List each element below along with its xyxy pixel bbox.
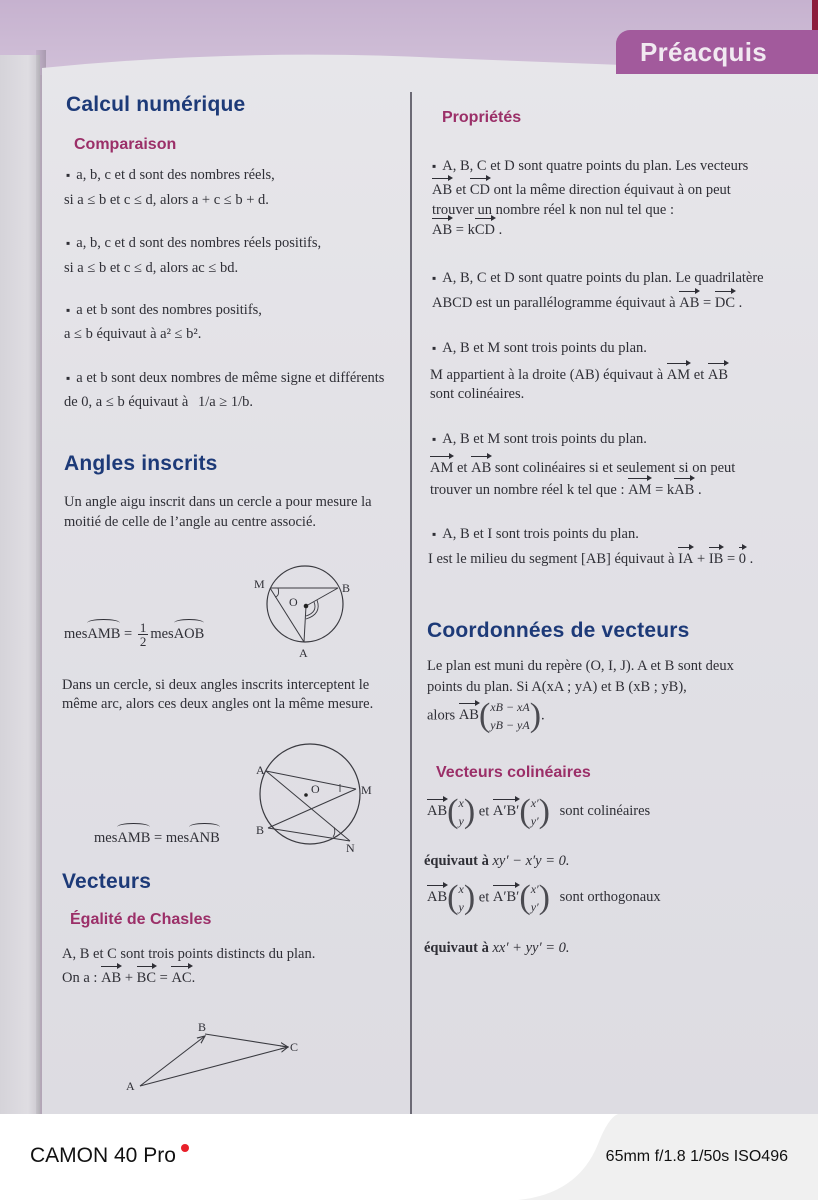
label-A: A [299,646,308,660]
label-A: A [256,763,265,777]
vector-ab: AB [459,701,479,727]
coordinate-column [479,698,541,734]
vector-cd: CD [470,176,490,202]
label-B: B [256,823,265,837]
equals: = [156,970,172,986]
vector-am: AM [667,361,690,387]
vector-bc: BC [137,964,156,990]
coordonnees-formula [427,698,545,734]
x-prime: x′ [530,796,539,810]
equals: = [150,830,166,846]
propriete-5-line1: ▪ A, B et I sont trois points du plan. [432,522,639,546]
vector-am: AM [628,476,651,502]
equals: = [120,625,136,642]
orthogonaux-condition [424,936,570,960]
coordonnees-line2: points du plan. Si A(xA ; yA) et B (xB ; yB), [427,679,687,695]
y: y [458,814,464,828]
text: sont orthogonaux [559,889,661,906]
vector-ac: AC [171,964,191,990]
chasles-diagram [120,1016,310,1096]
denominator: 2 [139,634,147,649]
vector-ab: AB [432,216,452,242]
et: et [453,460,472,476]
formula-inscribed-angle [64,621,204,648]
paren-left: ( [478,697,491,734]
x-prime: x′ [530,882,539,896]
x: x [458,882,464,896]
text: sont colinéaires si et seulement si on peut [491,460,736,476]
coord-column [519,880,550,916]
y-prime: y′ [530,814,539,828]
coord-column [519,794,550,830]
inscribed-angle-diagram [252,560,362,660]
angle-anb: ANB [189,826,220,850]
vector-a-prime-b-prime: A′B′ [493,883,520,909]
item-4-formula: 1/a ≥ 1/b. [197,394,254,410]
plus: + [121,970,137,986]
label-A: A [126,1079,135,1093]
vector-am: AM [430,454,453,480]
label-B: B [342,581,351,595]
comparaison-item-3-line1: ▪ a et b sont des nombres positifs, [66,298,262,322]
fraction-one-half [138,621,149,648]
vector-ab: AB [708,361,728,387]
vector-ab: AB [679,289,699,315]
text: ABCD est un parallélogramme équivaut à [432,295,680,311]
label-B: B [198,1020,207,1034]
comparaison-item-2-line1: ▪ a, b, c et d sont des nombres réels positifs, [66,231,321,255]
angles-para1-line1: Un angle aigu inscrit dans un cercle a pour mesure la [64,494,372,510]
equivaut-label: équivaut à [424,940,493,956]
vector-cd: CD [475,216,495,242]
determinant-condition: xy′ − x′y = 0. [492,853,570,869]
vector-ab: AB [674,476,694,502]
vector-ab: AB [471,454,491,480]
et: et [690,367,708,383]
angle-aob: AOB [174,622,205,646]
x: x [458,796,464,810]
y-coordinate: yB − yA [490,718,530,732]
propriete-1-formula [432,216,502,242]
label-M: M [254,577,265,591]
et: et [475,889,493,906]
subtitle-proprietes: Propriétés [442,109,522,126]
period: . [541,707,545,724]
equals: = [699,295,715,311]
propriete-4-line1: ▪ A, B et M sont trois points du plan. [432,427,647,451]
propriete-2-line1: ▪ A, B, C et D sont quatre points du plan. Le quadrilatère [432,266,764,290]
paren-left: ( [519,793,531,830]
et: et [452,182,470,198]
vector-ab: AB [427,883,447,909]
mes-label: mes [64,625,88,642]
label-O: O [311,782,320,796]
paren-right: ) [538,879,550,916]
chasles-formula [62,964,195,990]
text: I est le milieu du segment [AB] équivaut à [428,551,679,567]
propriete-2-line2 [432,289,742,315]
comparaison-item-4-line1: ▪ a et b sont deux nombres de même signe et différents [66,366,384,390]
y-prime: y′ [530,900,539,914]
comparaison-item-3-line2: a ≤ b équivaut à a² ≤ b². [64,326,202,342]
zero-vector: 0 [739,545,746,571]
coord-column [447,880,475,916]
camera-model-label: CAMON 40 Pro [30,1144,176,1167]
subtitle-egalite-chasles: Égalité de Chasles [70,911,212,928]
same-arc-diagram [250,742,380,854]
vector-ib: IB [709,545,724,571]
title-vecteurs: Vecteurs [62,870,152,893]
on-a-label: On a : [62,970,98,986]
angles-para1-line2: moitié de celle de l’angle au centre associé. [64,514,317,530]
period: . [694,482,702,498]
text: sont colinéaires [559,803,651,820]
colineaires-condition [424,849,570,873]
equivaut-label: équivaut à [424,853,493,869]
section-badge: Préacquis [616,30,818,74]
title-calcul-numerique: Calcul numérique [66,93,246,116]
scalar-product-condition: xx′ + yy′ = 0. [492,940,570,956]
propriete-4-line3 [430,476,702,502]
label-O: O [289,595,298,609]
label-N: N [346,841,355,854]
orthogonaux-row [427,880,661,916]
paren-right: ) [529,697,542,734]
vector-ab: AB [101,964,121,990]
text: trouver un nombre réel k tel que : [430,482,629,498]
propriete-3-line3: sont colinéaires. [430,386,525,402]
formula-same-arc [94,826,220,850]
comparaison-item-2-line2: si a ≤ b et c ≤ d, alors ac ≤ bd. [64,260,239,276]
chasles-line1: A, B et C sont trois points distincts du plan. [62,946,316,962]
mes-label: mes [94,830,118,846]
column-divider [410,92,412,1114]
colineaires-row1 [427,794,650,830]
red-dot-icon [181,1144,189,1152]
equals: = [723,551,739,567]
equals-k: = k [452,222,475,238]
mes-label: mes [150,625,174,642]
previous-page-edge [0,55,40,1114]
period: . [735,295,743,311]
text: M appartient à la droite (AB) équivaut à [430,367,667,383]
plus: + [693,551,709,567]
y: y [458,900,464,914]
alors-label: alors [427,707,459,724]
angles-para2-line1: Dans un cercle, si deux angles inscrits interceptent le [62,677,370,693]
vector-ab: AB [427,797,447,823]
period: . [746,551,754,567]
vector-a-prime-b-prime: A′B′ [493,797,520,823]
et: et [475,803,493,820]
exif-info: 65mm f/1.8 1/50s ISO496 [605,1148,788,1165]
angle-amb: AMB [87,622,120,646]
angles-para2-line2: même arc, alors ces deux angles ont la même mesure. [62,696,374,712]
text: ont la même direction équivaut à on peut [490,182,731,198]
propriete-5-line2 [428,545,753,571]
title-angles-inscrits: Angles inscrits [64,452,218,475]
propriete-1-line1: ▪ A, B, C et D sont quatre points du plan. Les vecteurs [432,154,748,178]
vector-dc: DC [715,289,735,315]
subtitle-vecteurs-colineaires: Vecteurs colinéaires [436,764,591,781]
mes-label: mes [165,830,190,846]
title-coordonnees-vecteurs: Coordonnées de vecteurs [427,619,690,642]
label-M: M [361,783,372,797]
period: . [191,970,196,986]
comparaison-item-4-line2 [64,390,253,414]
paren-left: ( [519,879,531,916]
item-4-prefix: de 0, a ≤ b équivaut à [64,394,189,410]
equals-k: = k [651,482,675,498]
paren-right: ) [538,793,550,830]
paren-right: ) [463,793,476,830]
vector-ab: AB [432,176,452,202]
period: . [495,222,503,238]
coord-column [447,794,475,830]
subtitle-comparaison: Comparaison [74,136,177,153]
label-C: C [290,1040,299,1054]
paren-right: ) [463,879,476,916]
x-coordinate: xB − xA [490,700,530,714]
numerator: 1 [139,620,147,635]
vector-ia: IA [678,545,693,571]
propriete-3-line1: ▪ A, B et M sont trois points du plan. [432,336,647,360]
paren-left: ( [447,879,459,916]
comparaison-item-1-line1: ▪ a, b, c et d sont des nombres réels, [66,163,275,187]
paren-left: ( [447,793,459,830]
camera-model [30,1144,189,1168]
angle-amb: AMB [117,826,150,850]
comparaison-item-1-line2: si a ≤ b et c ≤ d, alors a + c ≤ b + d. [64,192,269,208]
propriete-1-line3: trouver un nombre réel k non nul tel que : [432,202,675,218]
coordonnees-line1: Le plan est muni du repère (O, I, J). A et B sont deux [427,658,734,674]
